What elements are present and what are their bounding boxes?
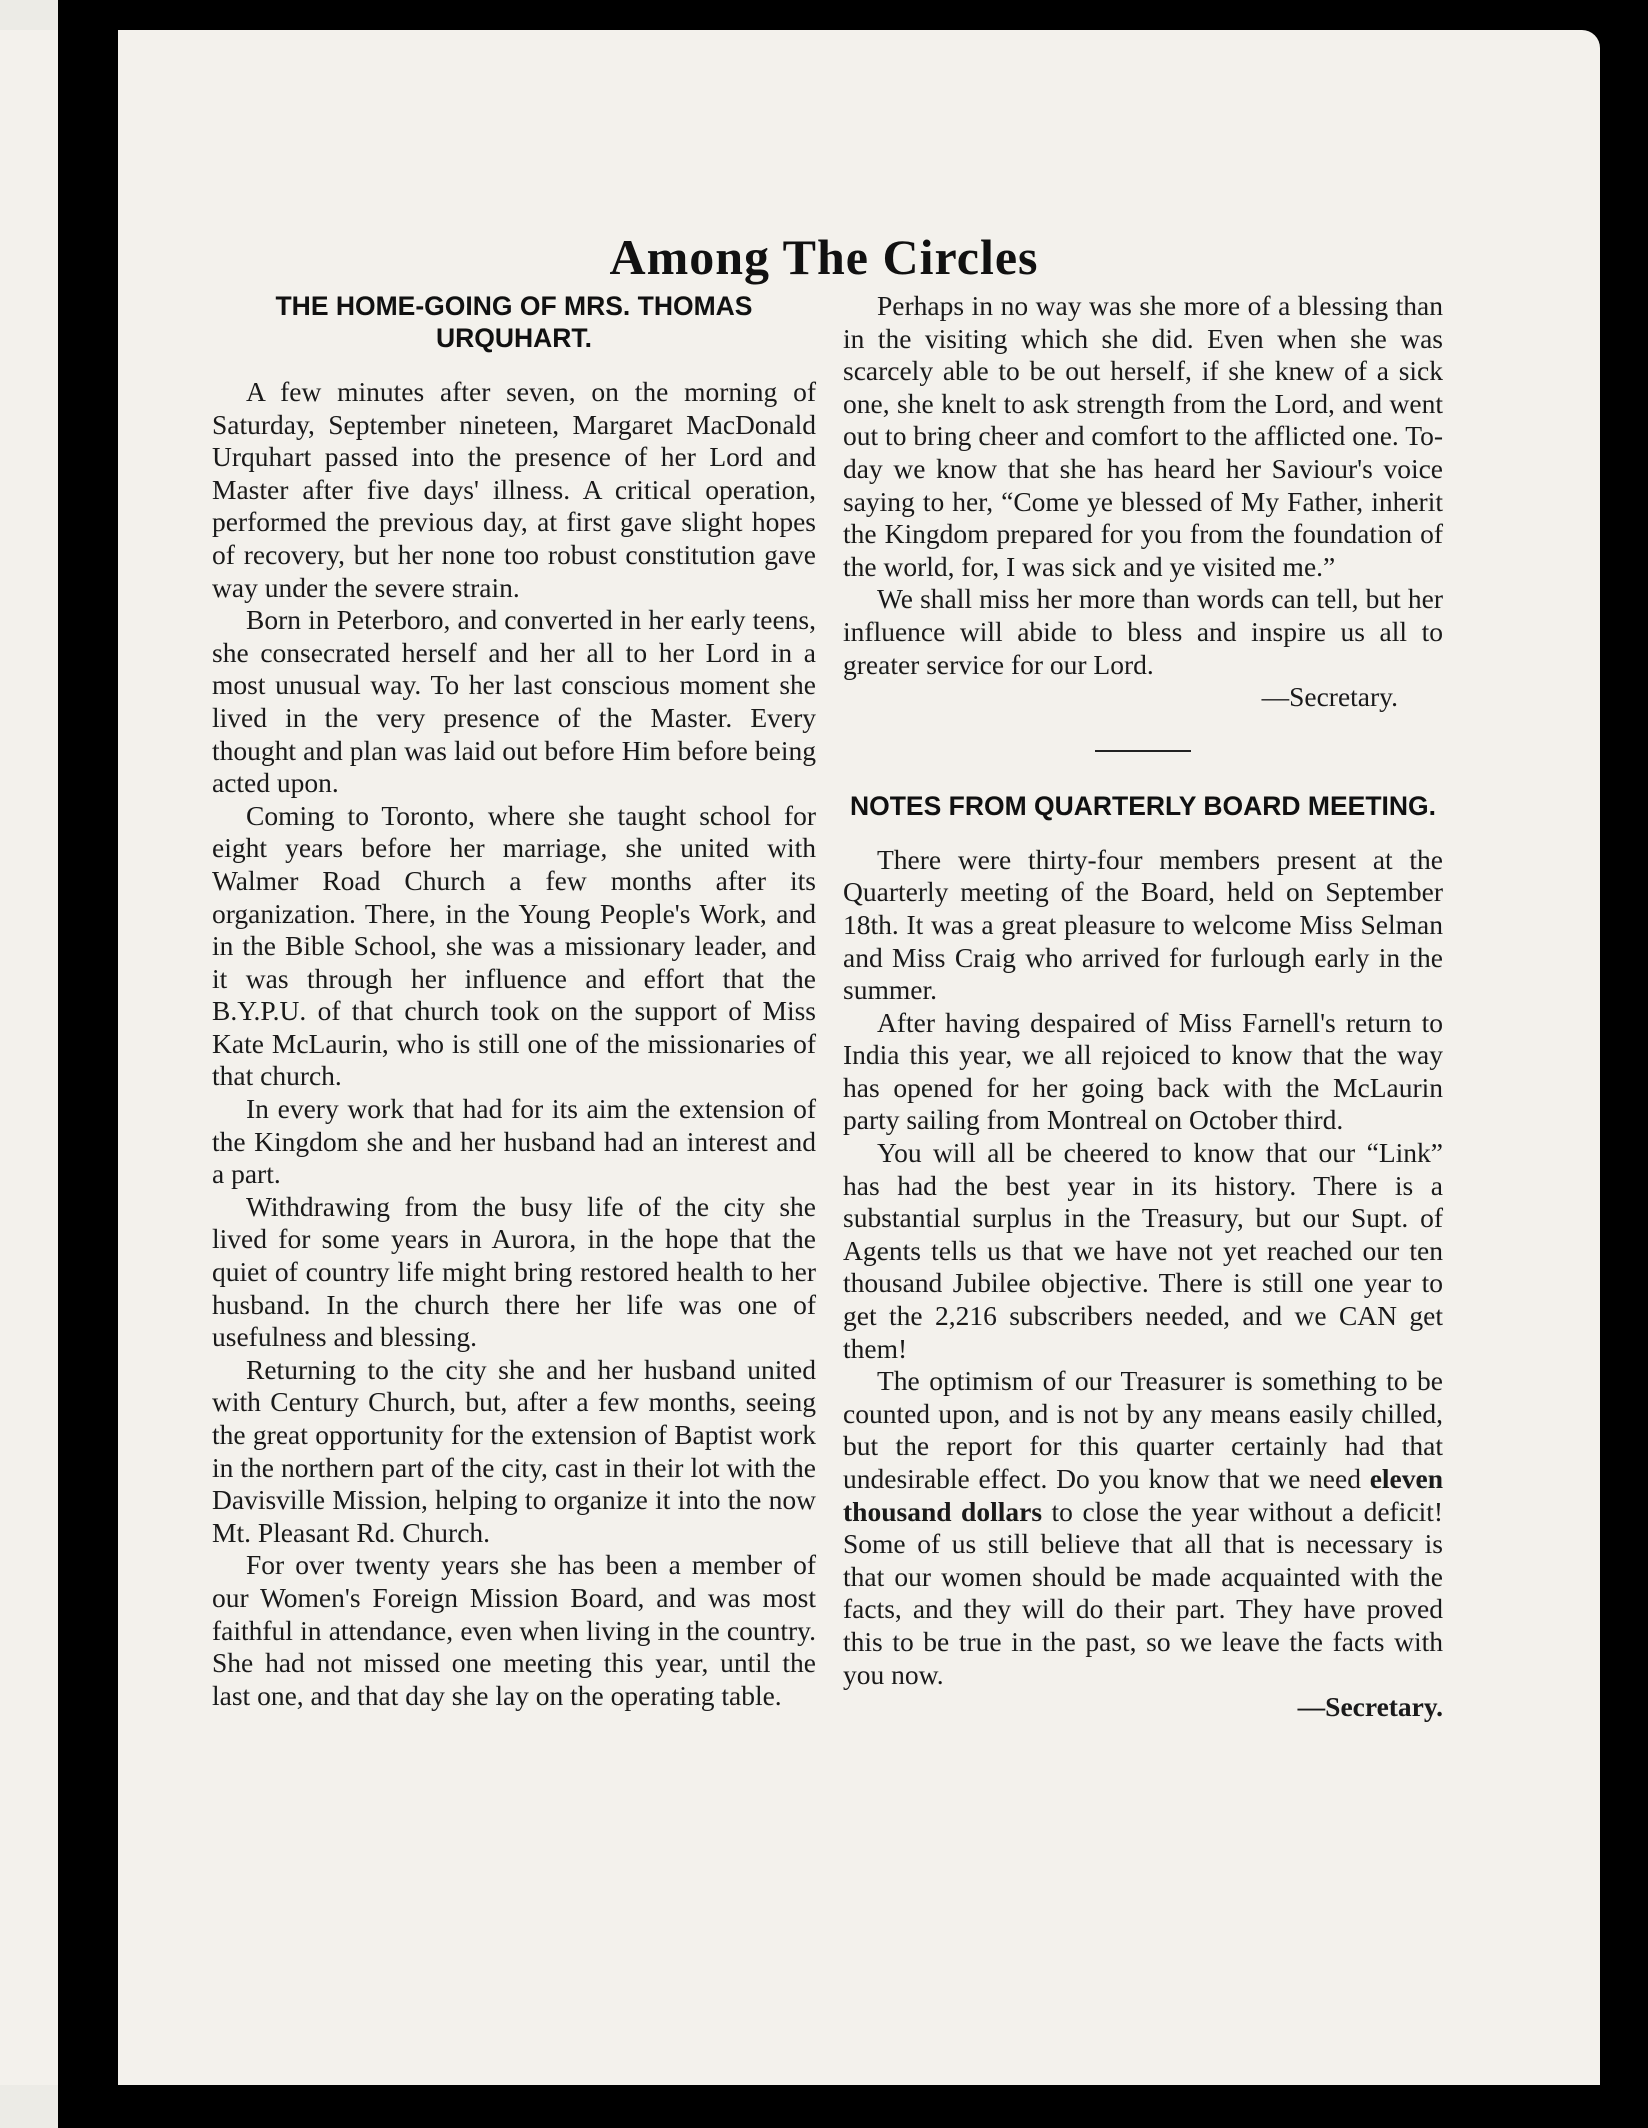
signature-secretary: —Secretary. — [1261, 681, 1398, 713]
article-heading-board-meeting: NOTES FROM QUARTERLY BOARD MEETING. — [850, 790, 1436, 821]
paragraph: You will all be cheered to know that our “Link” has had the best year in its history. There is a substantial surplus in the Treasury, but our Supt. of Agents tells us that we have not yet reached our ten thousand Jubilee objective. There is still one year to get the 2,216 subscribers needed, and we CAN get them! — [843, 1137, 1443, 1364]
paragraph: Withdrawing from the busy life of the city she lived for some years in Aurora, in the hope that the quiet of country life might bring restored health to her husband. In the church there her life was one of usefulness and blessing. — [212, 1190, 816, 1353]
paragraph: There were thirty-four members present at the Quarterly meeting of the Board, held on September 18th. It was a great pleasure to welcome Miss Selman and Miss Craig who arrived for furlough early in the summer. — [843, 843, 1443, 1006]
paragraph: A few minutes after seven, on the morning of Saturday, September nineteen, Margaret MacDonald Urquhart passed into the presence of her Lord and Master after five days' illness. A critical operation, performed the previous day, at first gave slight hopes of recovery, but her none too robust constitution gave way under the severe strain. — [212, 376, 816, 603]
paragraph: Coming to Toronto, where she taught school for eight years before her marriage, she united with Walmer Road Church a few months after its organization. There, in the Young People's Work, and in the Bible School, she was a missionary leader, and it was through her influence and effort that the B.Y.P.U. of that church took on the support of Miss Kate McLaurin, who is still one of the missionaries of that church. — [212, 799, 816, 1092]
page-title: Among The Circles — [609, 229, 1039, 285]
binding-spine — [58, 30, 118, 2100]
text-run: to close the year without a deficit! Some of us still believe that all that is necessary is that our women should be made acquainted with the facts, and they will do their part. They have proved this to be true in the past, so we leave the facts with you now. — [843, 1495, 1444, 1690]
paragraph: Returning to the city she and her husband united with Century Church, but, after a few months, seeing the great opportunity for the extension of Baptist work in the northern part of the city, cast in their lot with the Davisville Mission, helping to organize it into the now Mt. Pleasant Rd. Church. — [212, 1353, 816, 1548]
signature-secretary: —Secretary. — [1297, 1691, 1443, 1723]
left-column — [212, 290, 816, 1712]
paragraph: After having despaired of Miss Farnell's return to India this year, we all rejoiced to know that the way has opened for her going back with the McLaurin party sailing from Montreal on October third. — [843, 1006, 1443, 1136]
paragraph: We shall miss her more than words can tell, but her influence will abide to bless and inspire us all to greater service for our Lord. — [843, 583, 1443, 680]
paragraph: For over twenty years she has been a member of our Women's Foreign Mission Board, and was most faithful in attendance, even when living in the country. She had not missed one meeting this year, until the last one, and that day she lay on the operating table. — [212, 1549, 816, 1711]
right-column — [843, 290, 1443, 1724]
section-divider — [1095, 750, 1191, 752]
article-heading-urquhart: THE HOME-GOING OF MRS. THOMAS URQUHART. — [275, 291, 753, 353]
paragraph-treasurer — [843, 1365, 1443, 1691]
text-run: The optimism of our Treasurer is something to be counted upon, and is not by any means easily chilled, but the report for this quarter certainly had that undesirable effect. Do you know that we need — [843, 1365, 1443, 1494]
bold-amount: eleven thousand dollars — [843, 1463, 1443, 1527]
paragraph: Born in Peterboro, and converted in her early teens, she consecrated herself and her all to her Lord in a most unusual way. To her last conscious moment she lived in the very presence of the Master. Every thought and plan was laid out before Him before being acted upon. — [212, 604, 816, 799]
paragraph: In every work that had for its aim the extension of the Kingdom she and her husband had an interest and a part. — [212, 1093, 816, 1190]
paragraph: Perhaps in no way was she more of a blessing than in the visiting which she did. Even when she was scarcely able to be out herself, if she knew of a sick one, she knelt to ask strength from the Lord, and went out to bring cheer and comfort to the afflicted one. To-day we know that she has heard her Saviour's voice saying to her, “Come ye blessed of My Father, inherit the Kingdom prepared for you from the foundation of the world, for, I was sick and ye visited me.” — [843, 290, 1443, 582]
